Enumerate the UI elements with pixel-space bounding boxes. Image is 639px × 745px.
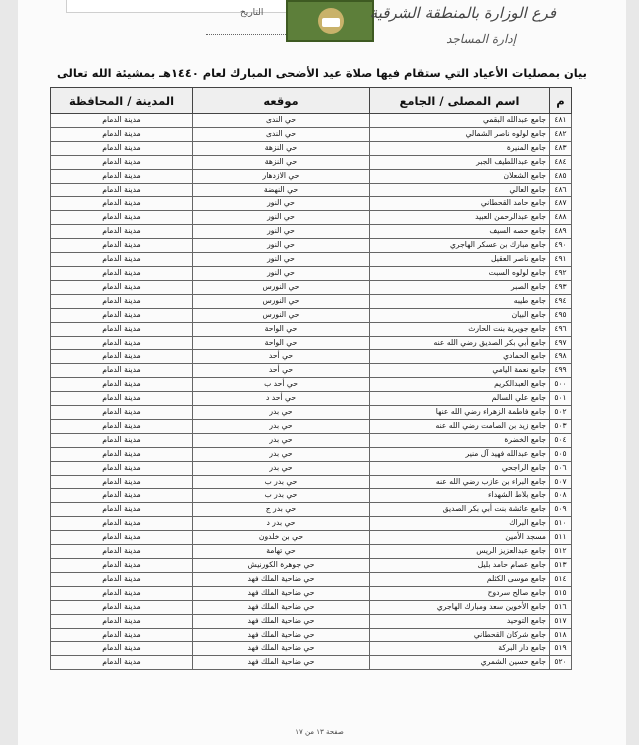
table-row xyxy=(51,141,572,155)
table-row xyxy=(51,489,572,503)
table-row xyxy=(51,559,572,573)
row-number: ٤٩٧ xyxy=(550,336,572,350)
mosque-name: جامع مبارك بن عسكر الهاجري xyxy=(370,239,550,253)
row-number: ٤٨٨ xyxy=(550,211,572,225)
table-row xyxy=(51,614,572,628)
mosque-city: مدينة الدمام xyxy=(51,308,193,322)
stamp-label: التاريخ xyxy=(240,8,264,18)
mosque-city: مدينة الدمام xyxy=(51,225,193,239)
table-row xyxy=(51,461,572,475)
row-number: ٤٨٧ xyxy=(550,197,572,211)
table-row xyxy=(51,239,572,253)
row-number: ٥١٤ xyxy=(550,572,572,586)
mosque-location: حي ضاحية الملك فهد xyxy=(193,656,370,670)
mosque-name: جامع لولوه السبت xyxy=(370,266,550,280)
mosque-name: جامع الخضرة xyxy=(370,433,550,447)
mosque-city: مدينة الدمام xyxy=(51,239,193,253)
mosque-location: حي الواحة xyxy=(193,322,370,336)
mosque-location: حي بدر د xyxy=(193,517,370,531)
mosque-location: حي النور xyxy=(193,225,370,239)
mosque-location: حي ضاحية الملك فهد xyxy=(193,642,370,656)
table-row xyxy=(51,586,572,600)
mosque-city: مدينة الدمام xyxy=(51,503,193,517)
mosque-city: مدينة الدمام xyxy=(51,364,193,378)
mosque-name: جامع شركان القحطاني xyxy=(370,628,550,642)
mosque-name: جامع موسى الكثلم xyxy=(370,572,550,586)
mosque-location: حي بدر xyxy=(193,461,370,475)
table-row xyxy=(51,280,572,294)
mosque-city: مدينة الدمام xyxy=(51,169,193,183)
table-row xyxy=(51,197,572,211)
row-number: ٥٢٠ xyxy=(550,656,572,670)
table-row xyxy=(51,211,572,225)
mosque-city: مدينة الدمام xyxy=(51,447,193,461)
table-row xyxy=(51,628,572,642)
mosque-name: جامع عصام حامد بليل xyxy=(370,559,550,573)
mosque-city: مدينة الدمام xyxy=(51,127,193,141)
mosque-name: جامع الأخوين سعد ومبارك الهاجري xyxy=(370,600,550,614)
table-row xyxy=(51,531,572,545)
department-name: إدارة المساجد xyxy=(446,32,516,46)
row-number: ٥٠٤ xyxy=(550,433,572,447)
table-row xyxy=(51,433,572,447)
mosque-location: حي الازدهار xyxy=(193,169,370,183)
table-row xyxy=(51,517,572,531)
table-row xyxy=(51,656,572,670)
mosque-name: جامع عبداللطيف الجبر xyxy=(370,155,550,169)
row-number: ٥١١ xyxy=(550,531,572,545)
table-body xyxy=(51,114,572,670)
page-footer: صفحة ١٣ من ١٧ xyxy=(295,728,344,736)
attachments-dotted-line xyxy=(206,34,286,35)
mosque-location: حي بدر xyxy=(193,406,370,420)
table-row xyxy=(51,572,572,586)
row-number: ٥٠٨ xyxy=(550,489,572,503)
mosque-city: مدينة الدمام xyxy=(51,419,193,433)
mosque-name: جامع أبي بكر الصديق رضي الله عنه xyxy=(370,336,550,350)
row-number: ٤٩٦ xyxy=(550,322,572,336)
row-number: ٤٩٣ xyxy=(550,280,572,294)
row-number: ٤٩٤ xyxy=(550,294,572,308)
row-number: ٥٠٣ xyxy=(550,419,572,433)
mosques-table xyxy=(50,87,572,670)
mosque-location: حي بدر ج xyxy=(193,503,370,517)
mosque-location: حي بدر xyxy=(193,419,370,433)
mosque-name: جامع دار البركة xyxy=(370,642,550,656)
mosque-name: جامع صالح سردوح xyxy=(370,586,550,600)
mosque-city: مدينة الدمام xyxy=(51,531,193,545)
table-header-row xyxy=(51,88,572,114)
mosque-location: حي أحد ب xyxy=(193,378,370,392)
table-row xyxy=(51,378,572,392)
mosque-location: حي أحد د xyxy=(193,392,370,406)
mosque-name: جامع نعمة اليامي xyxy=(370,364,550,378)
mosque-location: حي النور xyxy=(193,253,370,267)
mosque-city: مدينة الدمام xyxy=(51,614,193,628)
mosque-city: مدينة الدمام xyxy=(51,266,193,280)
document-title: بيان بمصليات الأعياد التي ستقام فيها صلاة عيد الأضحى المبارك لعام ١٤٤٠هـ بمشيئة الله تعالى xyxy=(57,66,587,80)
mosque-location: حي النور xyxy=(193,211,370,225)
mosque-city: مدينة الدمام xyxy=(51,489,193,503)
mosque-location: حي بدر xyxy=(193,433,370,447)
row-number: ٤٨١ xyxy=(550,114,572,128)
mosque-city: مدينة الدمام xyxy=(51,253,193,267)
mosque-city: مدينة الدمام xyxy=(51,559,193,573)
mosque-name: جامع بلاط الشهداء xyxy=(370,489,550,503)
mosque-name: جامع البراك xyxy=(370,517,550,531)
mosque-city: مدينة الدمام xyxy=(51,642,193,656)
table-row xyxy=(51,406,572,420)
mosque-location: حي بدر ب xyxy=(193,489,370,503)
mosque-name: جامع التوحيد xyxy=(370,614,550,628)
mosque-location: حي ضاحية الملك فهد xyxy=(193,628,370,642)
mosque-name: جامع حامد القحطاني xyxy=(370,197,550,211)
column-header-name: اسم المصلى / الجامع xyxy=(370,88,550,114)
column-header-num: م xyxy=(550,88,572,114)
mosque-location: حي بن خلدون xyxy=(193,531,370,545)
row-number: ٥٠٢ xyxy=(550,406,572,420)
table-row xyxy=(51,503,572,517)
row-number: ٥٠١ xyxy=(550,392,572,406)
table-row xyxy=(51,364,572,378)
mosque-name: جامع عبدالعزيز الريس xyxy=(370,545,550,559)
mosque-city: مدينة الدمام xyxy=(51,155,193,169)
mosque-city: مدينة الدمام xyxy=(51,114,193,128)
mosque-location: حي النورس xyxy=(193,294,370,308)
mosque-city: مدينة الدمام xyxy=(51,336,193,350)
row-number: ٥٠٦ xyxy=(550,461,572,475)
row-number: ٤٨٤ xyxy=(550,155,572,169)
table-row xyxy=(51,350,572,364)
table-row xyxy=(51,183,572,197)
mosque-city: مدينة الدمام xyxy=(51,280,193,294)
table-row xyxy=(51,169,572,183)
mosque-location: حي النور xyxy=(193,266,370,280)
mosque-city: مدينة الدمام xyxy=(51,628,193,642)
row-number: ٤٨٩ xyxy=(550,225,572,239)
mosque-name: جامع العبدالكريم xyxy=(370,378,550,392)
mosque-name: جامع الراجحي xyxy=(370,461,550,475)
table-row xyxy=(51,308,572,322)
mosque-city: مدينة الدمام xyxy=(51,378,193,392)
mosque-city: مدينة الدمام xyxy=(51,211,193,225)
row-number: ٥٠٧ xyxy=(550,475,572,489)
row-number: ٥١٠ xyxy=(550,517,572,531)
mosque-name: جامع عبدالله فهيد آل منير xyxy=(370,447,550,461)
mosque-city: مدينة الدمام xyxy=(51,586,193,600)
table-row xyxy=(51,447,572,461)
table-row xyxy=(51,322,572,336)
mosque-location: حي النور xyxy=(193,239,370,253)
table-row xyxy=(51,475,572,489)
mosque-location: حي جوهرة الكورنيش xyxy=(193,559,370,573)
row-number: ٤٨٥ xyxy=(550,169,572,183)
mosque-name: جامع فاطمة الزهراء رضي الله عنها xyxy=(370,406,550,420)
mosque-city: مدينة الدمام xyxy=(51,656,193,670)
mosque-city: مدينة الدمام xyxy=(51,350,193,364)
mosque-name: جامع البراء بن عازب رضي الله عنه xyxy=(370,475,550,489)
table-row xyxy=(51,266,572,280)
mosque-location: حي بدر ب xyxy=(193,475,370,489)
row-number: ٤٩٥ xyxy=(550,308,572,322)
mosque-city: مدينة الدمام xyxy=(51,322,193,336)
mosque-name: جامع عائشة بنت أبي بكر الصديق xyxy=(370,503,550,517)
row-number: ٤٨٦ xyxy=(550,183,572,197)
mosque-city: مدينة الدمام xyxy=(51,475,193,489)
mosque-city: مدينة الدمام xyxy=(51,517,193,531)
mosque-city: مدينة الدمام xyxy=(51,572,193,586)
mosque-name: مسجد الأمين xyxy=(370,531,550,545)
mosque-location: حي النور xyxy=(193,197,370,211)
table-row xyxy=(51,127,572,141)
mosque-location: حي ضاحية الملك فهد xyxy=(193,572,370,586)
mosque-location: حي الواحة xyxy=(193,336,370,350)
table-row xyxy=(51,253,572,267)
row-number: ٤٩١ xyxy=(550,253,572,267)
mosque-name: جامع البيان xyxy=(370,308,550,322)
table-row xyxy=(51,336,572,350)
row-number: ٤٨٣ xyxy=(550,141,572,155)
table-row xyxy=(51,392,572,406)
table-row xyxy=(51,642,572,656)
row-number: ٥٠٩ xyxy=(550,503,572,517)
mosque-city: مدينة الدمام xyxy=(51,294,193,308)
mosque-name: جامع طيبه xyxy=(370,294,550,308)
mosque-name: جامع لولوه ناصر الشمالي xyxy=(370,127,550,141)
mosque-name: جامع علي السالم xyxy=(370,392,550,406)
emblem-book xyxy=(322,18,340,27)
mosque-city: مدينة الدمام xyxy=(51,406,193,420)
row-number: ٥١٩ xyxy=(550,642,572,656)
mosque-name: جامع العالي xyxy=(370,183,550,197)
ministry-emblem-icon xyxy=(286,0,374,42)
mosque-name: جامع جويرية بنت الحارث xyxy=(370,322,550,336)
table-row xyxy=(51,155,572,169)
mosque-location: حي بدر xyxy=(193,447,370,461)
mosque-name: جامع الصبر xyxy=(370,280,550,294)
row-number: ٥٠٥ xyxy=(550,447,572,461)
mosque-location: حي النورس xyxy=(193,280,370,294)
mosque-location: حي النزهة xyxy=(193,141,370,155)
mosque-name: جامع المنيرة xyxy=(370,141,550,155)
row-number: ٥١٢ xyxy=(550,545,572,559)
mosque-name: جامع ناصر العقيل xyxy=(370,253,550,267)
table-row xyxy=(51,600,572,614)
mosque-name: جامع حصه السيف xyxy=(370,225,550,239)
branch-name: فرع الوزارة بالمنطقة الشرقية xyxy=(369,4,556,22)
mosque-location: حي النزهة xyxy=(193,155,370,169)
mosque-city: مدينة الدمام xyxy=(51,545,193,559)
mosque-name: جامع الحمادي xyxy=(370,350,550,364)
mosque-location: حي أحد xyxy=(193,350,370,364)
mosque-location: حي الندى xyxy=(193,127,370,141)
row-number: ٥١٨ xyxy=(550,628,572,642)
row-number: ٤٩٢ xyxy=(550,266,572,280)
row-number: ٥١٥ xyxy=(550,586,572,600)
mosque-location: حي أحد xyxy=(193,364,370,378)
mosque-location: حي النورس xyxy=(193,308,370,322)
row-number: ٤٩٩ xyxy=(550,364,572,378)
mosque-name: جامع عبدالرحمن العبيد xyxy=(370,211,550,225)
row-number: ٥٠٠ xyxy=(550,378,572,392)
mosque-name: جامع حسين الشمري xyxy=(370,656,550,670)
column-header-location: موقعه xyxy=(193,88,370,114)
table-row xyxy=(51,419,572,433)
mosque-name: جامع الشعلان xyxy=(370,169,550,183)
table-row xyxy=(51,225,572,239)
mosque-location: حي ضاحية الملك فهد xyxy=(193,586,370,600)
column-header-city: المدينة / المحافظة xyxy=(51,88,193,114)
row-number: ٥١٣ xyxy=(550,559,572,573)
row-number: ٤٩٨ xyxy=(550,350,572,364)
table-row xyxy=(51,294,572,308)
mosque-city: مدينة الدمام xyxy=(51,141,193,155)
mosque-city: مدينة الدمام xyxy=(51,461,193,475)
mosque-location: حي الندى xyxy=(193,114,370,128)
mosque-city: مدينة الدمام xyxy=(51,183,193,197)
row-number: ٤٨٢ xyxy=(550,127,572,141)
mosque-city: مدينة الدمام xyxy=(51,392,193,406)
row-number: ٥١٧ xyxy=(550,614,572,628)
table-row xyxy=(51,545,572,559)
mosque-location: حي ضاحية الملك فهد xyxy=(193,614,370,628)
table-row xyxy=(51,114,572,128)
mosque-name: جامع عبدالله البقمي xyxy=(370,114,550,128)
mosque-location: حي النهضة xyxy=(193,183,370,197)
mosque-city: مدينة الدمام xyxy=(51,433,193,447)
mosque-city: مدينة الدمام xyxy=(51,600,193,614)
mosque-city: مدينة الدمام xyxy=(51,197,193,211)
row-number: ٤٩٠ xyxy=(550,239,572,253)
mosque-name: جامع زيد بن الصامت رضي الله عنه xyxy=(370,419,550,433)
mosque-location: حي تهامة xyxy=(193,545,370,559)
mosque-location: حي ضاحية الملك فهد xyxy=(193,600,370,614)
row-number: ٥١٦ xyxy=(550,600,572,614)
